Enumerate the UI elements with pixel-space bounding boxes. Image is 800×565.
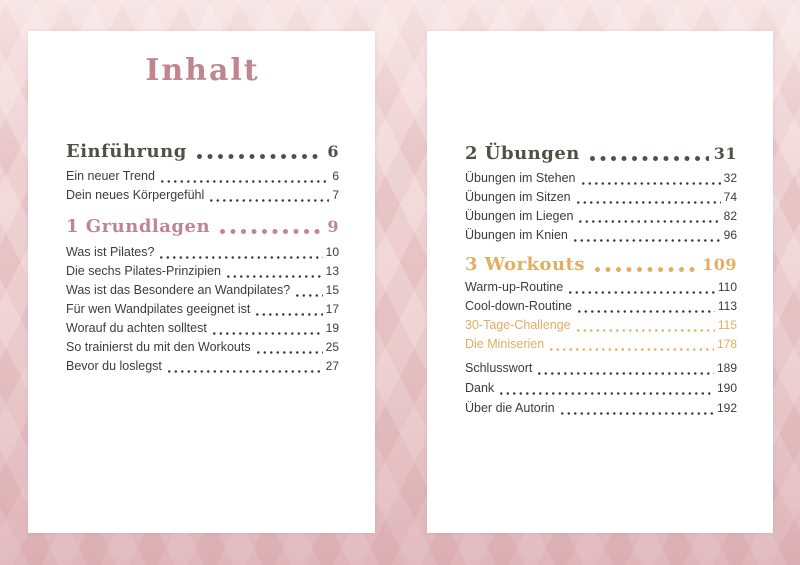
dot-leader: [579, 219, 720, 224]
dot-leader: [196, 153, 323, 160]
toc-item-label: Über die Autorin: [465, 401, 555, 415]
toc-item-label: Übungen im Stehen: [465, 171, 576, 185]
toc-row: [66, 262, 339, 281]
toc-item-page: 15: [325, 283, 339, 297]
toc-item-page: 19: [325, 321, 339, 335]
dot-leader: [160, 255, 322, 260]
dot-leader: [577, 200, 721, 205]
toc-row: [66, 357, 339, 376]
toc-item-label: 30-Tage-Challenge: [465, 318, 571, 332]
dot-leader: [500, 391, 714, 396]
section-heading-einfuehrung: [66, 141, 339, 163]
toc-item-label: So trainierst du mit den Workouts: [66, 340, 251, 354]
toc-item-label: Was ist Pilates?: [66, 245, 155, 259]
dot-leader: [594, 266, 697, 273]
toc-item-page: 192: [716, 401, 737, 415]
left-page: [28, 31, 375, 533]
toc-item-label: Was ist das Besondere an Wandpilates?: [66, 283, 291, 297]
toc-item-page: 96: [723, 228, 737, 242]
toc-row: [465, 169, 737, 188]
toc-item-page: 74: [723, 190, 737, 204]
dot-leader: [227, 274, 323, 279]
dot-leader: [582, 181, 721, 186]
toc-item-label: Warm-up-Routine: [465, 280, 564, 294]
toc-item-page: 110: [717, 280, 737, 294]
toc-item-page: 113: [717, 299, 737, 313]
toc-item-page: 178: [716, 337, 737, 351]
dot-leader: [589, 155, 709, 162]
section-items-uebungen: [465, 169, 737, 245]
dot-leader: [538, 371, 714, 376]
toc-item-page: 190: [716, 381, 737, 395]
toc-item-page: 25: [325, 340, 339, 354]
dot-leader: [210, 198, 329, 203]
dot-leader: [574, 238, 721, 243]
toc-row: [66, 186, 339, 205]
toc-row: [66, 319, 339, 338]
toc-item-label: Die sechs Pilates-Prinzipien: [66, 264, 221, 278]
dot-leader: [578, 309, 715, 314]
dot-leader: [561, 411, 714, 416]
toc-row: [465, 207, 737, 226]
section-items-grundlagen: [66, 243, 339, 376]
section-label: Einführung: [66, 141, 187, 162]
back-matter-items: [465, 358, 737, 418]
toc-item-page: 82: [723, 209, 737, 223]
dot-leader: [577, 328, 715, 333]
section-page-number: 109: [702, 255, 737, 274]
toc-row: [66, 300, 339, 319]
toc-row: [66, 243, 339, 262]
toc-row: [465, 278, 737, 297]
toc-item-page: 189: [716, 361, 737, 375]
section-page-number: 9: [327, 217, 339, 236]
toc-row-highlighted: [465, 316, 737, 335]
toc-item-page: 13: [325, 264, 339, 278]
dot-leader: [168, 369, 323, 374]
section-label: 2 Übungen: [465, 143, 580, 164]
section-heading-uebungen: [465, 143, 737, 165]
section-label: 3 Workouts: [465, 254, 586, 275]
toc-item-label: Cool-down-Routine: [465, 299, 573, 313]
toc-row: [66, 167, 339, 186]
dot-leader: [256, 312, 322, 317]
toc-row: [465, 188, 737, 207]
section-items-workouts: [465, 278, 737, 354]
toc-row: [465, 226, 737, 245]
toc-item-label: Worauf du achten solltest: [66, 321, 207, 335]
toc-item-label: Übungen im Sitzen: [465, 190, 571, 204]
dot-leader: [296, 293, 322, 298]
page-title: Inhalt: [145, 53, 260, 88]
toc-row: [66, 281, 339, 300]
toc-row: [66, 338, 339, 357]
toc-row: [465, 398, 737, 418]
dot-leader: [213, 331, 323, 336]
dot-leader: [257, 350, 323, 355]
toc-item-page: 17: [325, 302, 339, 316]
toc-item-label: Bevor du loslegst: [66, 359, 162, 373]
toc-row: [465, 378, 737, 398]
toc-item-page: 7: [332, 188, 339, 202]
dot-leader: [161, 179, 329, 184]
toc-item-label: Für wen Wandpilates geeignet ist: [66, 302, 251, 316]
toc-item-label: Schlusswort: [465, 361, 533, 375]
toc-row: [465, 297, 737, 316]
section-page-number: 31: [713, 144, 737, 163]
toc-item-label: Ein neuer Trend: [66, 169, 155, 183]
dot-leader: [569, 290, 715, 295]
right-page: [427, 31, 773, 533]
toc-item-page: 27: [325, 359, 339, 373]
toc-item-label: Übungen im Liegen: [465, 209, 574, 223]
toc-item-label: Übungen im Knien: [465, 228, 568, 242]
section-heading-workouts: [465, 254, 737, 276]
toc-row: [465, 358, 737, 378]
toc-item-label: Dank: [465, 381, 495, 395]
dot-leader: [219, 228, 322, 235]
section-heading-grundlagen: [66, 216, 339, 238]
toc-item-page: 115: [717, 318, 737, 332]
toc-item-page: 6: [332, 169, 339, 183]
dot-leader: [550, 347, 714, 352]
toc-item-label: Dein neues Körpergefühl: [66, 188, 205, 202]
toc-item-label: Die Miniserien: [465, 337, 545, 351]
toc-item-page: 10: [325, 245, 339, 259]
section-label: 1 Grundlagen: [66, 216, 211, 237]
toc-item-page: 32: [723, 171, 737, 185]
section-page-number: 6: [327, 142, 339, 161]
toc-row-highlighted: [465, 335, 737, 354]
section-items-einfuehrung: [66, 167, 339, 205]
